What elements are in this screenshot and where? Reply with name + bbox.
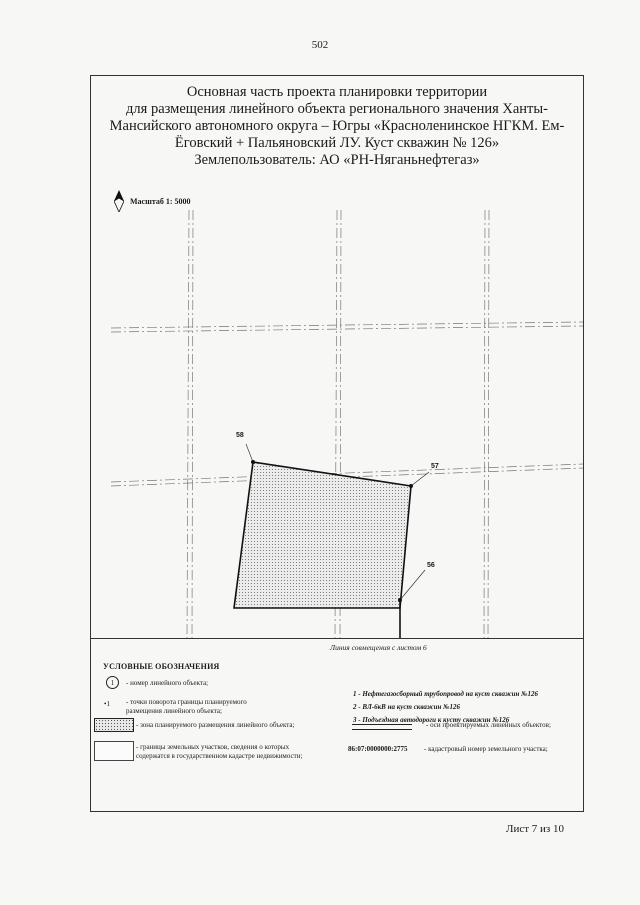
legend-dot-text — [126, 698, 247, 716]
legend-dot-line-1: - точки поворота границы планируемого — [126, 698, 247, 706]
object-number-symbol: 1 — [106, 676, 119, 689]
title-line-3: Мансийского автономного округа – Югры «Красноленинское НГКМ. Ем- — [109, 118, 565, 134]
title-line-4: Ёговский + Пальяновский ЛУ. Куст скважин № 126» — [174, 135, 500, 151]
legend-dot-line-2: размещения линейного объекта; — [126, 707, 222, 715]
map-area — [91, 210, 583, 638]
point-57-label: 57 — [431, 463, 439, 470]
legend-zone-text: - зона планируемого размещения линейного объекта; — [136, 721, 295, 729]
sheet-label: Лист 7 из 10 — [506, 823, 565, 835]
zone-hatch-symbol — [94, 718, 134, 732]
map-canvas — [91, 210, 583, 638]
planned-zone — [234, 462, 411, 608]
legend-parcel-text — [136, 743, 302, 761]
point-58-label: 58 — [236, 432, 244, 439]
legend-title: УСЛОВНЫЕ ОБОЗНАЧЕНИЯ — [103, 662, 220, 671]
parcel-border-symbol — [94, 741, 134, 761]
north-arrow-icon — [114, 190, 124, 212]
title-line-5: Землепользователь: АО «РН-Няганьнефтегаз» — [194, 152, 480, 168]
legend-cadastral-text: - кадастровый номер земельного участка; — [424, 745, 548, 753]
legend-object-3: 3 - Подъездная автодороги к кусту скважин №126 — [353, 716, 510, 724]
drawing-title — [100, 84, 574, 169]
map-bottom-border — [91, 638, 583, 639]
cadastral-number: 86:07:0000000:2775 — [348, 745, 408, 753]
title-line-2: для размещения линейного объекта регионального значения Ханты- — [126, 101, 548, 117]
scale-label: Масштаб 1: 5000 — [130, 196, 191, 206]
legend-parcel-line-1: - границы земельных участков, сведения о которых — [136, 743, 290, 751]
legend-object-2: 2 - ВЛ-6кВ на куст скважин №126 — [353, 703, 461, 711]
point-56-label: 56 — [427, 562, 435, 569]
legend-axis-text: - оси проектируемых линейных объектов; — [426, 721, 551, 729]
joint-line-label: Линия совмещения с листом 6 — [330, 643, 427, 652]
legend-circle-text: - номер линейного объекта; — [126, 679, 209, 687]
axis-line-symbol — [352, 724, 412, 730]
legend-object-1: 1 - Нефтегазосборный трубопровод на куст скважин №126 — [353, 690, 539, 698]
page-number: 502 — [311, 39, 329, 51]
legend-parcel-line-2: содержатся в государственном кадастре недвижимости; — [136, 752, 303, 760]
scale-block — [114, 190, 191, 212]
title-line-1: Основная часть проекта планировки территории — [186, 84, 488, 100]
turning-point-symbol: •1 — [104, 700, 110, 708]
